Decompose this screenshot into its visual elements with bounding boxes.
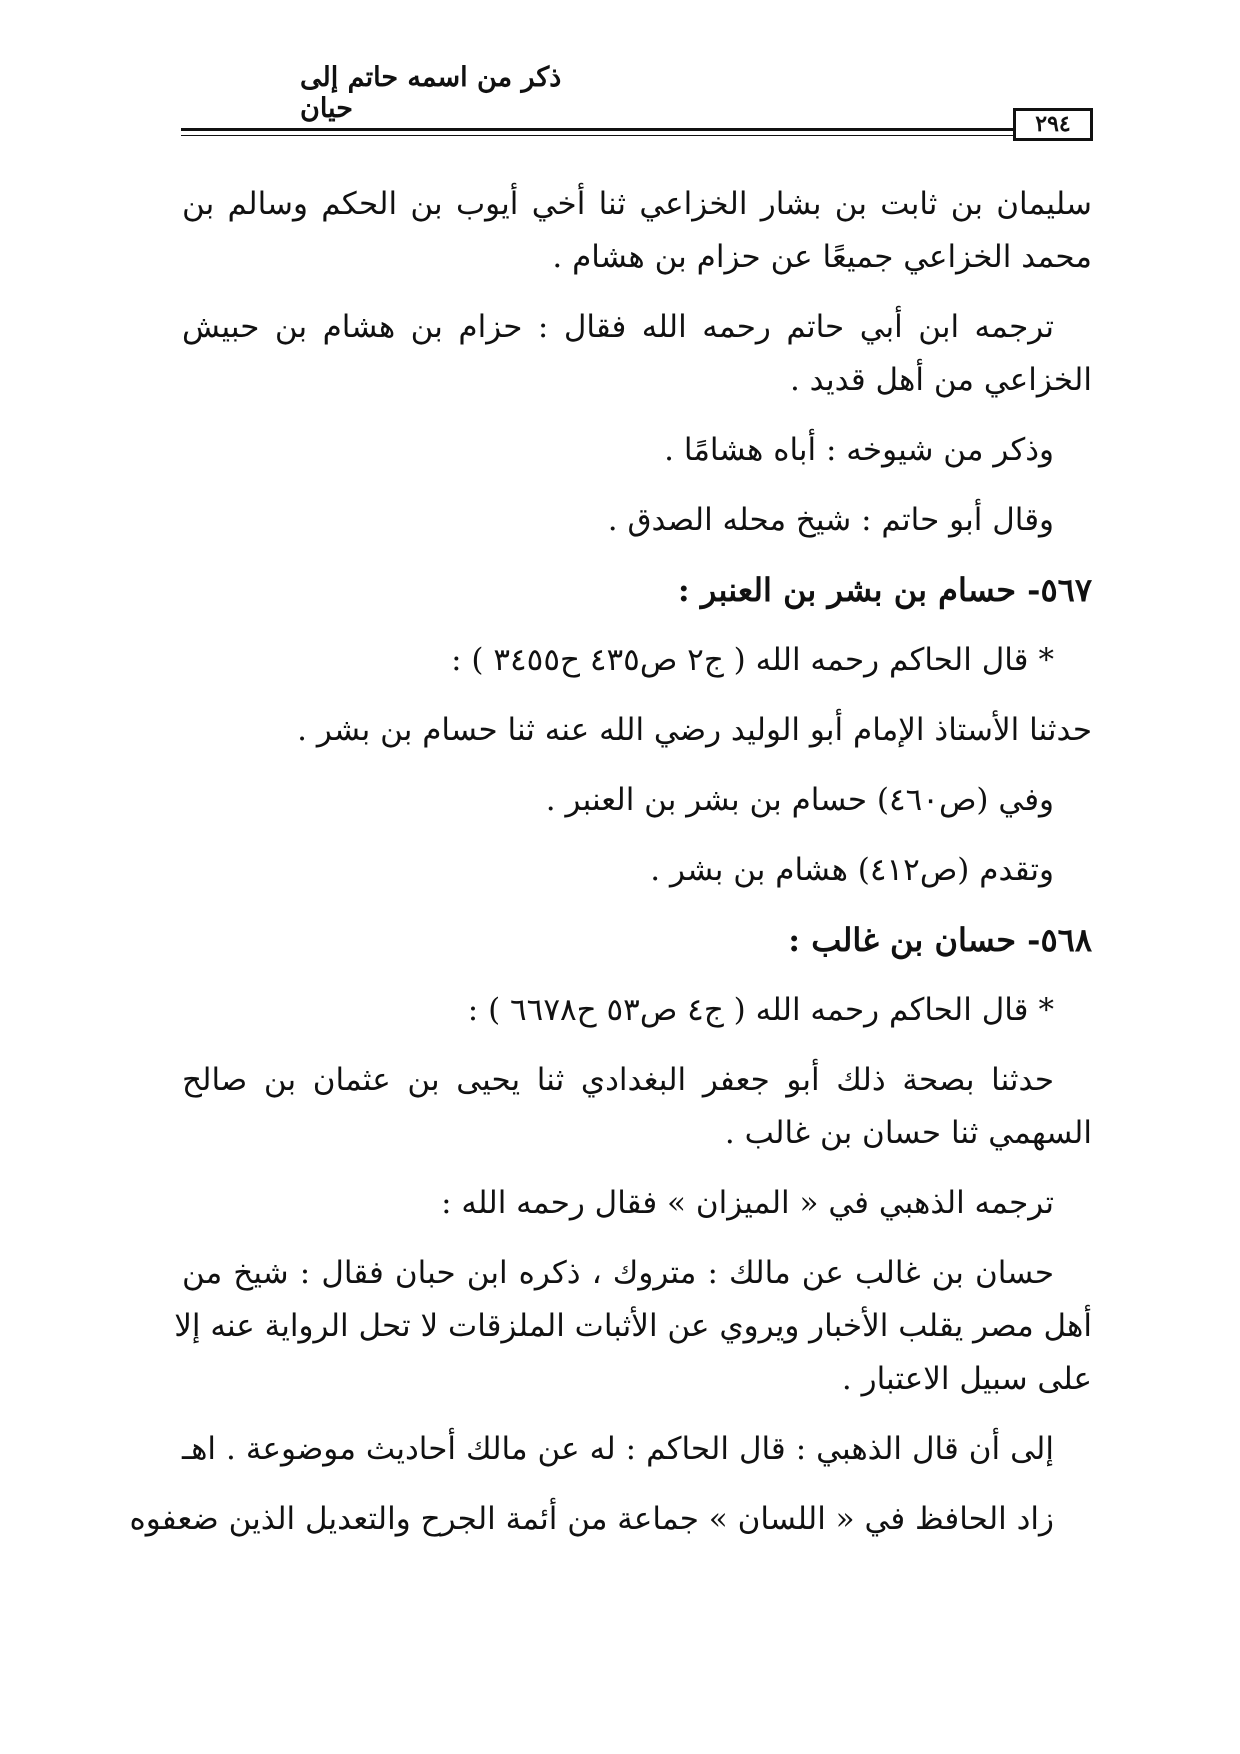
text-line: حسان بن غالب عن مالك : متروك ، ذكره ابن حبان فقال : شيخ من xyxy=(182,1255,1054,1291)
citation-text: قال الحاكم رحمه الله ( ج٤ ص٥٣ ح٦٦٧٨ ) : xyxy=(467,992,1029,1028)
citation-text: قال الحاكم رحمه الله ( ج٢ ص٤٣٥ ح٣٤٥٥ ) : xyxy=(451,642,1029,678)
source-citation xyxy=(182,634,1092,687)
page-number: ٢٩٤ xyxy=(1013,108,1093,141)
text-line: ترجمه ابن أبي حاتم رحمه الله فقال : حزام بن هشام بن حبيش xyxy=(182,309,1054,345)
text-line: إلى أن قال الذهبي : قال الحاكم : له عن مالك أحاديث موضوعة . اهـ xyxy=(182,1431,1054,1467)
text-line: وفي (ص٤٦٠) حسام بن بشر بن العنبر . xyxy=(545,782,1054,818)
text-line: وقال أبو حاتم : شيخ محله الصدق . xyxy=(607,502,1054,538)
text-line: وذكر من شيوخه : أباه هشامًا . xyxy=(664,432,1054,468)
header-rule-thin xyxy=(181,135,1013,136)
asterisk-marker: * xyxy=(1038,642,1054,678)
text-line: الخزاعي من أهل قديد . xyxy=(789,362,1092,398)
running-title: ذكر من اسمه حاتم إلى حيان xyxy=(300,62,562,124)
text-line: محمد الخزاعي جميعًا عن حزام بن هشام . xyxy=(552,239,1092,275)
entry-heading-568: ٥٦٨- حسان بن غالب : xyxy=(788,921,1092,959)
text-line: وتقدم (ص٤١٢) هشام بن بشر . xyxy=(650,852,1054,888)
header-rule-thick xyxy=(181,128,1013,131)
text-line: حدثنا الأستاذ الإمام أبو الوليد رضي الله عنه ثنا حسام بن بشر . xyxy=(297,712,1092,748)
entry-heading-567: ٥٦٧- حسام بن بشر بن العنبر : xyxy=(677,571,1092,609)
text-body xyxy=(129,178,1092,1546)
text-line: السهمي ثنا حسان بن غالب . xyxy=(724,1115,1092,1151)
text-line: سليمان بن ثابت بن بشار الخزاعي ثنا أخي أيوب بن الحكم وسالم بن xyxy=(182,186,1092,222)
text-line: زاد الحافظ في « اللسان » جماعة من أئمة الجرح والتعديل الذين ضعفوه xyxy=(129,1501,1054,1537)
text-line: على سبيل الاعتبار . xyxy=(841,1361,1092,1397)
source-citation xyxy=(182,984,1092,1037)
text-line: أهل مصر يقلب الأخبار ويروي عن الأثبات الملزقات لا تحل الرواية عنه إلا xyxy=(174,1308,1092,1344)
text-line: حدثنا بصحة ذلك أبو جعفر البغدادي ثنا يحيى بن عثمان بن صالح xyxy=(182,1062,1054,1098)
asterisk-marker: * xyxy=(1038,992,1054,1028)
text-line: ترجمه الذهبي في « الميزان » فقال رحمه الله : xyxy=(441,1185,1054,1221)
